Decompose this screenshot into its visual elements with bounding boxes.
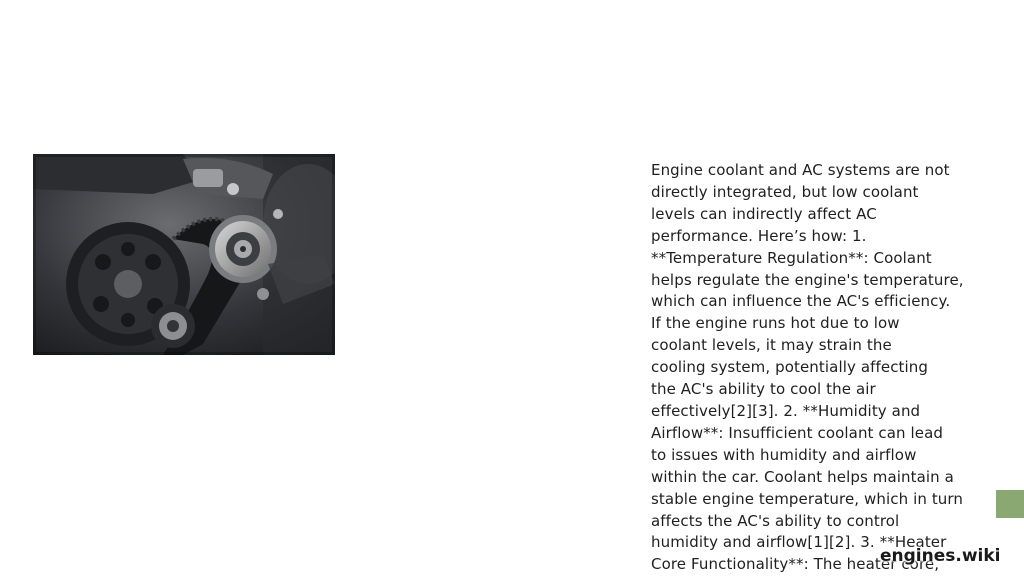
site-watermark: engines.wiki [880, 546, 1001, 566]
paragraph-line: Airflow**: Insufficient coolant can lead [651, 423, 944, 442]
accent-square [996, 490, 1024, 518]
paragraph-line: performance. Here’s how: 1. [651, 226, 867, 245]
paragraph-line: directly integrated, but low coolant [651, 182, 919, 201]
paragraph-line: which can influence the AC's efficiency. [651, 292, 951, 311]
paragraph-line: coolant levels, it may strain the [651, 336, 892, 355]
paragraph-line: Core Functionality**: The heater core, [651, 555, 940, 574]
paragraph-line: Engine coolant and AC systems are not [651, 161, 950, 179]
paragraph-line: cooling system, potentially affecting [651, 358, 929, 377]
paragraph-line: **Temperature Regulation**: Coolant [651, 248, 932, 267]
paragraph-line: the AC's ability to cool the air [651, 380, 876, 399]
engine-belt-illustration [33, 154, 335, 355]
article-paragraph [651, 160, 969, 576]
paragraph-line: to issues with humidity and airflow [651, 445, 917, 464]
paragraph-line: levels can indirectly affect AC [651, 204, 877, 223]
paragraph-line: helps regulate the engine's temperature, [651, 270, 964, 289]
paragraph-line: within the car. Coolant helps maintain a [651, 467, 954, 486]
engine-photo [33, 154, 335, 355]
paragraph-line: affects the AC's ability to control [651, 511, 900, 530]
paragraph-line: If the engine runs hot due to low [651, 314, 900, 333]
paragraph-line: humidity and airflow[1][2]. 3. **Heater [651, 533, 947, 552]
paragraph-line: stable engine temperature, which in turn [651, 489, 964, 508]
paragraph-line: effectively[2][3]. 2. **Humidity and [651, 401, 921, 420]
